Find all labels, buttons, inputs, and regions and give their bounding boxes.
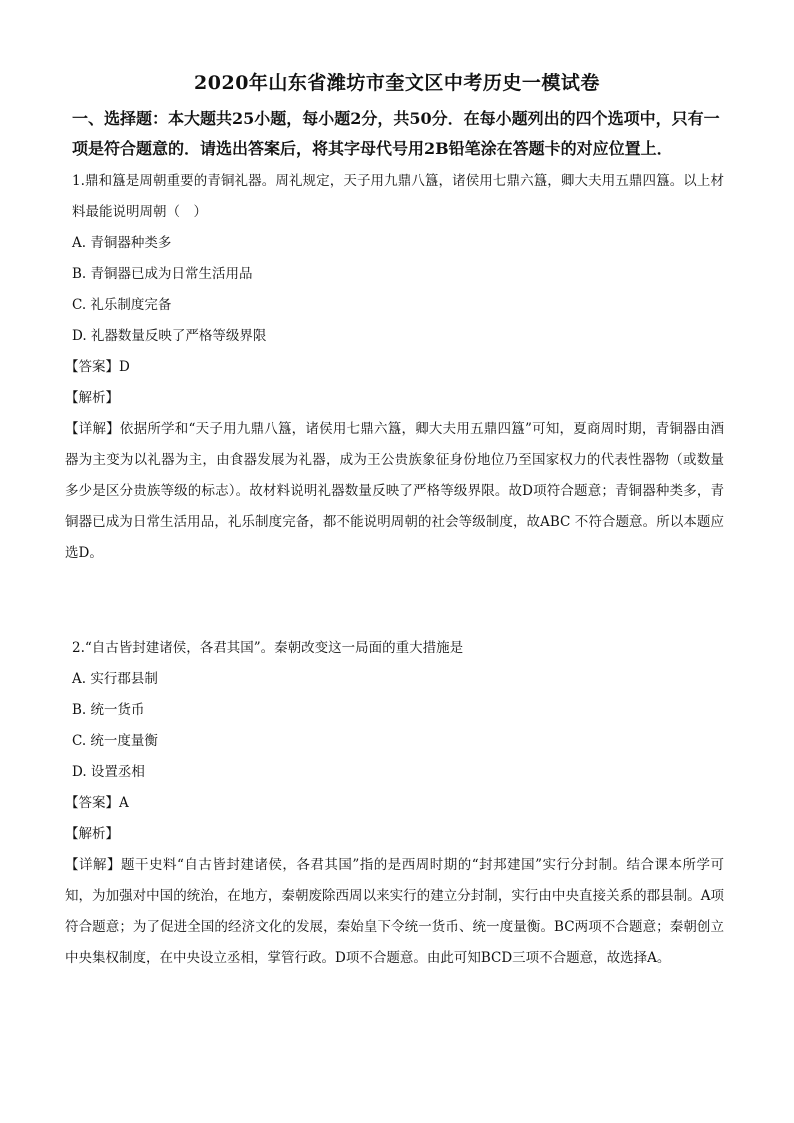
question-stem: 1.鼎和簋是周朝重要的青铜礼器。周礼规定，天子用九鼎八簋，诸侯用七鼎六簋，卿大夫用五鼎四簋。以上材料最能说明周朝（ ）: [72, 173, 724, 220]
answer-label: 【答案】: [65, 795, 119, 811]
answer-label: 【答案】: [65, 359, 119, 375]
option-d: D. 设置丞相: [72, 764, 145, 780]
analysis-label: 【解析】: [65, 390, 119, 406]
option-a: A. 青铜器种类多: [72, 235, 172, 251]
option-c: C. 礼乐制度完备: [72, 297, 172, 313]
option-b: B. 统一货币: [72, 702, 145, 718]
answer-value: A: [119, 795, 129, 811]
answer-line: [65, 788, 724, 819]
page-title: 2020年山东省潍坊市奎文区中考历史一模试卷: [194, 72, 600, 94]
section-header: 一、选择题：本大题共25小题，每小题2分，共50分．在每小题列出的四个选项中，只有一项是符合题意的．请选出答案后，将其字母代号用2B铅笔涂在答题卡的对应位置上．: [72, 109, 720, 158]
option-c: C. 统一度量衡: [72, 733, 158, 749]
option-a: A. 实行郡县制: [72, 671, 158, 687]
answer-value: D: [119, 359, 130, 375]
detail-text: 【详解】题干史料“自古皆封建诸侯，各君其国”指的是西周时期的“封邦建国”实行分封制。结合课本所学可知，为加强对中国的统治，在地方，秦朝废除西周以来实行的建立分封制，实行由中央直接关系的郡县制。A项符合题意；为了促进全国的经济文化的发展，秦始皇下令统一货币、统一度量衡。BC两项不合题意；秦朝创立中央集权制度，在中央设立丞相，掌管行政。D项不合题意。由此可知BCD三项不合题意，故选择A。: [65, 857, 724, 966]
detail-text: 【详解】依据所学和“天子用九鼎八簋，诸侯用七鼎六簋，卿大夫用五鼎四簋”可知，夏商周时期，青铜器由酒器为主变为以礼器为主，由食器发展为礼器，成为王公贵族象征身份地位乃至国家权力的代表性器物（或数量多少是区分贵族等级的标志）。故材料说明礼器数量反映了严格等级界限。故D项符合题意；青铜器种类多，青铜器已成为日常生活用品，礼乐制度完备，都不能说明周朝的社会等级制度，故ABC 不符合题意。所以本题应选D。: [65, 421, 724, 561]
option-d: D. 礼器数量反映了严格等级界限: [72, 328, 267, 344]
analysis-label: 【解析】: [65, 826, 119, 842]
answer-line: [65, 352, 724, 383]
option-b: B. 青铜器已成为日常生活用品: [72, 266, 253, 282]
question-1: [65, 166, 724, 569]
question-2: [65, 633, 724, 974]
question-stem: 2.“自古皆封建诸侯，各君其国”。秦朝改变这一局面的重大措施是: [72, 640, 464, 656]
